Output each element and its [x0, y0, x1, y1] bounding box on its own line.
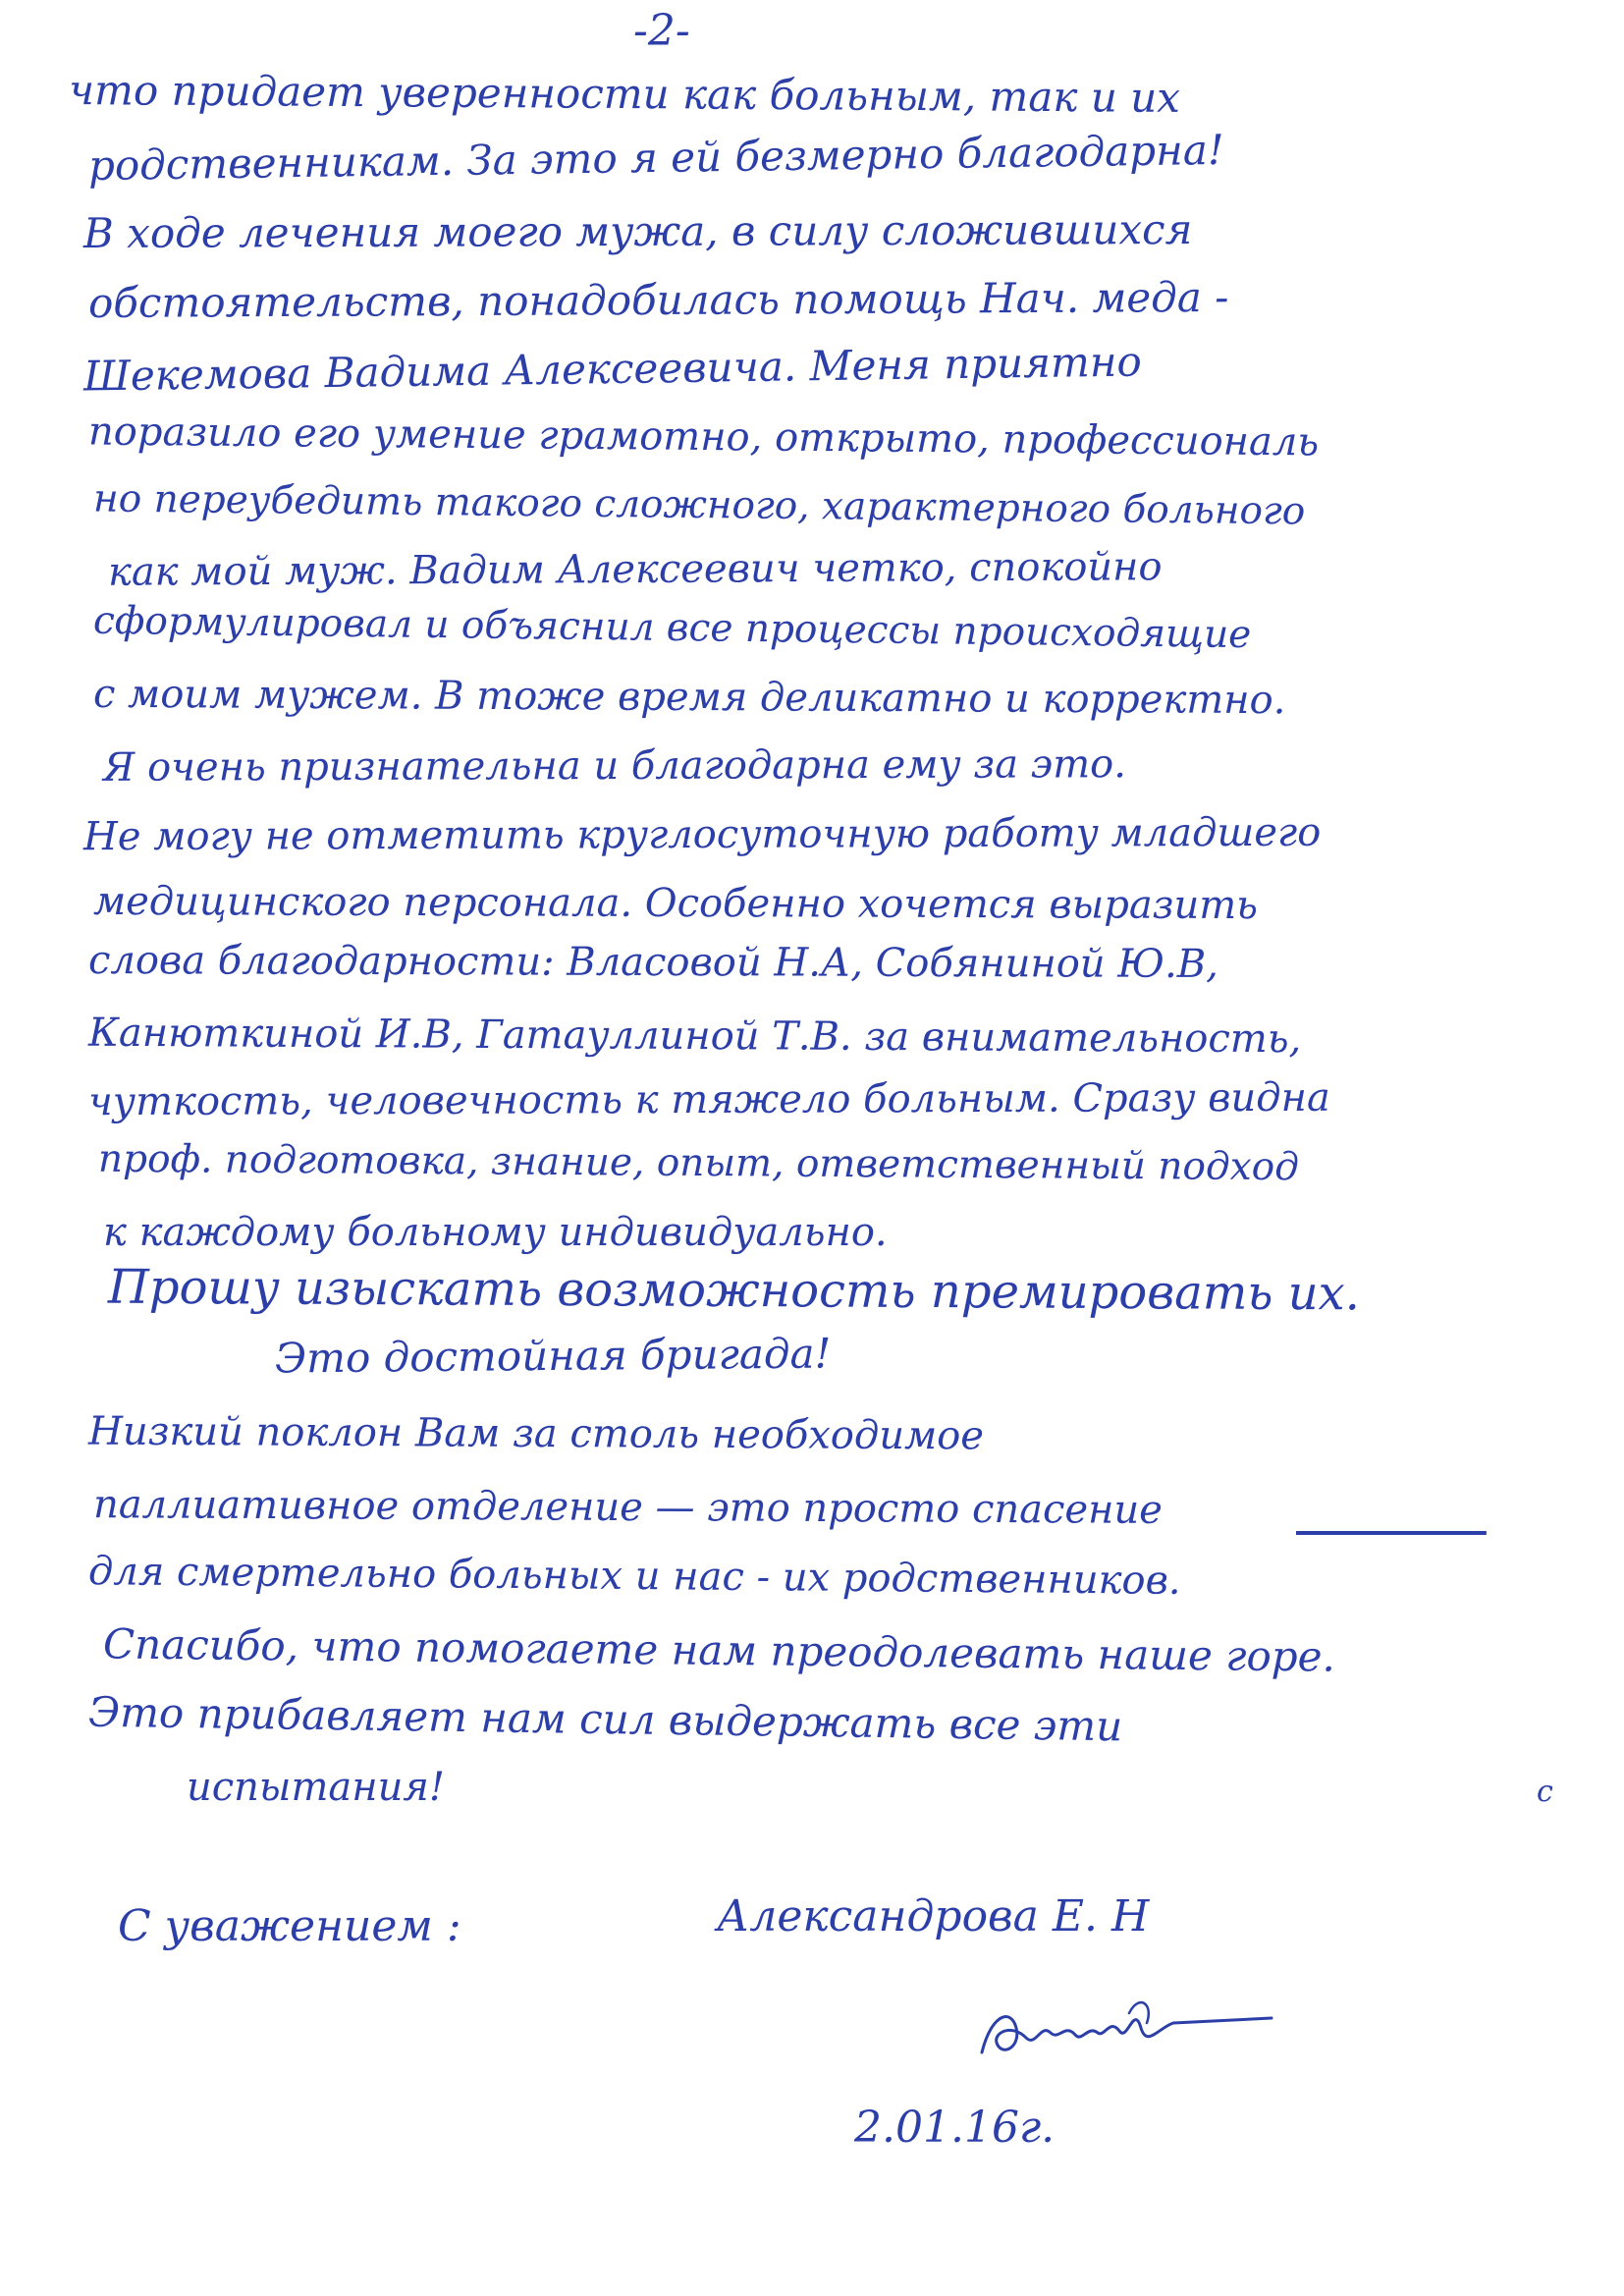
letter-line: Я очень признательна и благодарна ему за это.	[102, 741, 1126, 791]
letter-line: но переубедить такого сложного, характерного больного	[92, 476, 1306, 534]
letter-line: с моим мужем. В тоже время деликатно и корректно.	[92, 671, 1286, 724]
letter-line: Это прибавляет нам сил выдержать все эти	[87, 1687, 1123, 1751]
letter-line: что придает уверенности как больным, так и их	[68, 66, 1181, 122]
page-number: -2-	[633, 6, 690, 56]
underlined-word	[1296, 1491, 1487, 1530]
letter-line: Низкий поклон Вам за столь необходимое	[87, 1408, 985, 1459]
letter-line: Не могу не отметить круглосуточную работу младшего	[82, 809, 1322, 860]
letter-line: сформулировал и объяснил все процессы происходящие	[92, 598, 1252, 658]
letter-line: как мой муж. Вадим Алексеевич четко, спокойно	[107, 544, 1163, 595]
letter-line: чуткость, человечность к тяжело больным. Сразу видна	[87, 1074, 1330, 1125]
stray-mark: с	[1537, 1775, 1553, 1809]
letter-line: проф. подготовка, знание, опыт, ответственный подход	[97, 1136, 1300, 1190]
letter-line: Спасибо, что помогаете нам преодолевать наше горе.	[102, 1619, 1336, 1681]
letter-line: Канюткиной И.В, Гатауллиной Т.В. за внимательность,	[87, 1010, 1302, 1063]
letter-line: Прошу изыскать возможность премировать их.	[107, 1259, 1361, 1322]
letter-line: Шекемова Вадима Алексеевича. Меня приятно	[82, 337, 1143, 401]
letter-line: Это достойная бригада!	[274, 1329, 832, 1383]
letter-line: паллиативное отделение — это просто спасение	[92, 1482, 1164, 1533]
letter-line: для смертельно больных и нас - их родственников.	[87, 1549, 1181, 1604]
letter-line: В ходе лечения моего мужа, в силу сложившихся	[82, 205, 1193, 257]
letter-line: к каждому больному индивидуально.	[103, 1210, 888, 1255]
letter-line: испытания!	[187, 1765, 445, 1810]
author-name: Александрова Е. Н	[717, 1891, 1150, 1941]
letter-line: обстоятельств, понадобилась помощь Нач. меда -	[87, 272, 1229, 328]
letter-line: слова благодарности: Власовой Н.А, Собяниной Ю.В,	[87, 937, 1218, 988]
letter-line	[92, 1482, 1164, 1533]
date: 2.01.16г.	[854, 2103, 1056, 2153]
letter-line: поразило его умение грамотно, открыто, профессиональ	[87, 409, 1320, 465]
letter-line: родственникам. За это я ей безмерно благодарна!	[87, 125, 1225, 191]
closing: С уважением :	[118, 1901, 461, 1951]
letter-line: медицинского персонала. Особенно хочется выразить	[92, 878, 1259, 929]
handwritten-signature	[972, 1984, 1286, 2092]
